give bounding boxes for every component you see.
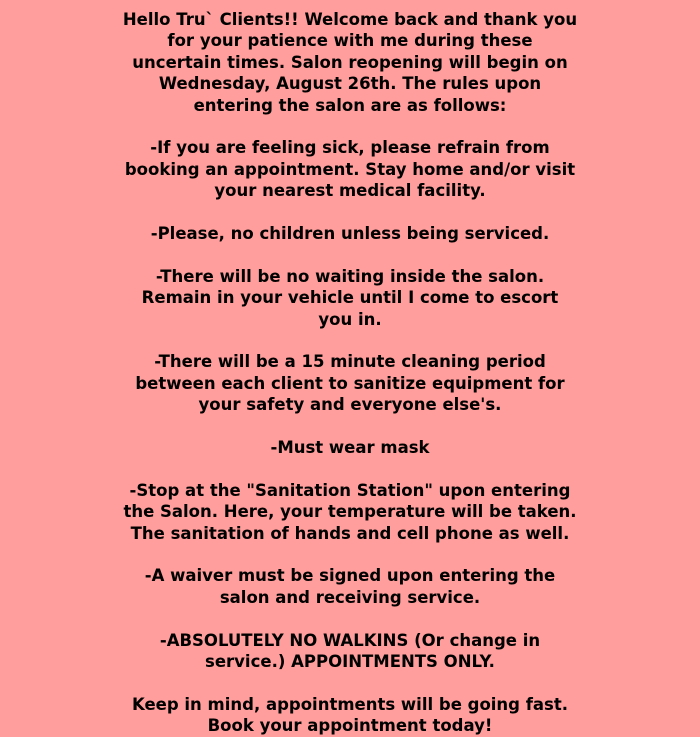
rule-wear-mask: -Must wear mask — [270, 438, 430, 458]
rule-feeling-sick: -If you are feeling sick, please refrain from booking an appointment. Stay home and/or visit your nearest medical facility. — [124, 138, 576, 201]
rule-no-children: -Please, no children unless being serviced. — [150, 224, 550, 244]
rule-no-walkins: -ABSOLUTELY NO WALKINS (Or change in service.) APPOINTMENTS ONLY. — [159, 630, 541, 672]
rule-no-waiting: -There will be no waiting inside the salon. Remain in your vehicle until I come to escort you in. — [141, 266, 559, 329]
rule-cleaning-period: -There will be a 15 minute cleaning period between each client to sanitize equipment for your safety and everyone else's. — [135, 352, 565, 415]
closing-paragraph: Keep in mind, appointments will be going fast. Book your appointment today! — [131, 694, 569, 736]
rule-sanitation-station: -Stop at the "Sanitation Station" upon entering the Salon. Here, your temperature will be taken. The sanitation of hands and cell phone as well. — [123, 480, 577, 543]
intro-paragraph: Hello Tru` Clients!! Welcome back and thank you for your patience with me during these uncertain times. Salon reopening will begin on Wednesday, August 26th. The rules upon entering the salon are as follows: — [122, 10, 578, 115]
rule-waiver: -A waiver must be signed upon entering the salon and receiving service. — [144, 566, 556, 607]
